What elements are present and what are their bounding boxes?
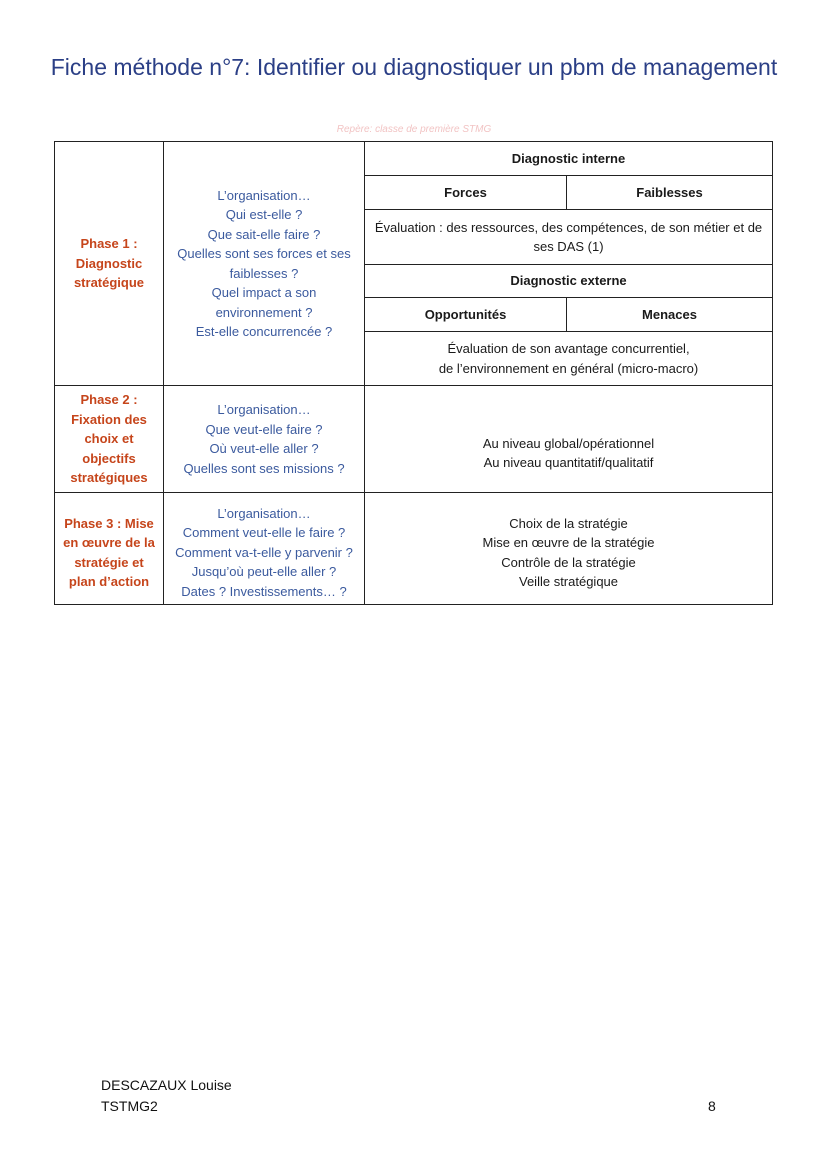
method-table (54, 141, 773, 605)
diagnostic-externe-header: Diagnostic externe (365, 265, 773, 298)
question: Où veut-elle aller ? (209, 441, 319, 456)
phase-3-label: Phase 3 : Mise en œuvre de la stratégie et plan d’action (55, 493, 164, 605)
question: L’organisation… (217, 187, 311, 203)
phase-2-questions (164, 386, 365, 493)
opportunites-header: Opportunités (365, 298, 567, 332)
question: Qui est-elle ? (225, 207, 303, 222)
phase-1-questions (164, 142, 365, 386)
class-name: TSTMG2 (101, 1098, 158, 1114)
detail-line: Choix de la stratégie (509, 515, 628, 531)
external-evaluation (365, 332, 773, 386)
detail-line: Contrôle de la stratégie (501, 554, 636, 570)
question: L’organisation… (217, 505, 311, 521)
detail-line: Mise en œuvre de la stratégie (482, 535, 655, 550)
author-name: DESCAZAUX Louise (101, 1077, 232, 1093)
question: Comment veut-elle le faire ? (182, 525, 346, 541)
phase-3-details (365, 493, 773, 605)
question: Comment va-t-elle y parvenir ? (175, 544, 353, 560)
detail-line: Au niveau quantitatif/qualitatif (483, 455, 654, 470)
phase-1-label: Phase 1 : Diagnostic stratégique (55, 142, 164, 386)
forces-header: Forces (365, 176, 567, 210)
internal-evaluation: Évaluation : des ressources, des compétences, de son métier et de ses DAS (1) (365, 210, 773, 265)
phase-2-label: Phase 2 : Fixation des choix et objectifs stratégiques (55, 386, 164, 493)
question: L’organisation… (217, 402, 311, 417)
question: Quelles sont ses missions ? (183, 460, 345, 476)
question: Dates ? Investissements… ? (181, 583, 347, 599)
detail-line: Au niveau global/opérationnel (482, 435, 655, 451)
diagnostic-interne-header: Diagnostic interne (365, 142, 773, 176)
faiblesses-header: Faiblesses (567, 176, 773, 210)
external-eval-line: de l’environnement en général (micro-macro) (438, 360, 699, 376)
external-eval-line: Évaluation de son avantage concurrentiel, (447, 341, 690, 356)
question: Que veut-elle faire ? (205, 421, 323, 437)
phase-2-details (365, 386, 773, 493)
question: Quel impact a son environnement ? (211, 285, 317, 320)
detail-line: Veille stratégique (519, 574, 619, 589)
page-subtitle: Repère: classe de première STMG (336, 124, 492, 135)
phase-3-questions (164, 493, 365, 605)
question: Jusqu’où peut-elle aller ? (191, 564, 337, 580)
question: Est-elle concurrencée ? (195, 324, 333, 339)
menaces-header: Menaces (567, 298, 773, 332)
question: Que sait-elle faire ? (207, 226, 321, 242)
question: Quelles sont ses forces et ses faiblesses ? (177, 246, 351, 281)
page-number: 8 (708, 1098, 716, 1114)
page-title: Fiche méthode n°7: Identifier ou diagnostiquer un pbm de management (50, 54, 778, 80)
